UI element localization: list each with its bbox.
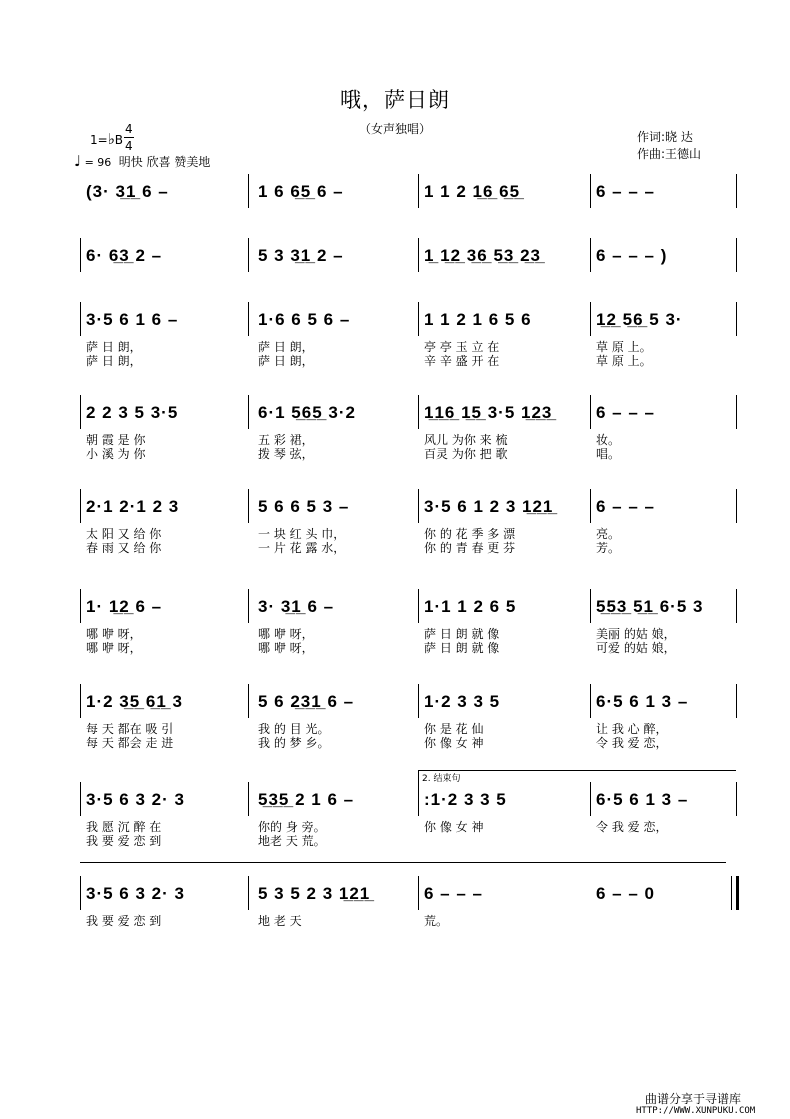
barline: [418, 302, 419, 336]
barline: [248, 489, 249, 523]
lyric-verse1: 萨 日 朗，: [258, 340, 314, 354]
barline: [418, 782, 419, 816]
barline: [590, 395, 591, 429]
barline: [590, 589, 591, 623]
lyric-verse1: 美丽 的姑 娘，: [596, 627, 676, 641]
barline: [418, 589, 419, 623]
barline: [418, 238, 419, 272]
volta-label: 2. 结束句: [422, 774, 461, 784]
lyric-verse2: 萨 日 朗 就 像: [424, 641, 500, 655]
measure-notes: 6 – – –: [596, 497, 655, 516]
measure-notes: 5 6 2̲3̲1̲ 6 –: [258, 692, 355, 711]
lyric-verse1: 太 阳 又 给 你: [86, 527, 162, 541]
tempo-expression: 明快 欣喜 赞美地: [118, 155, 211, 169]
lyric-verse2: 你 的 青 春 更 芬: [424, 541, 516, 555]
lyric-verse2: 萨 日 朗，: [258, 354, 314, 368]
barline: [736, 782, 737, 816]
lyric-verse1: 你 像 女 神: [424, 820, 484, 834]
barline: [736, 589, 737, 623]
composer-credit: 作曲:王德山: [637, 147, 702, 161]
measure-notes: 3·5 6 3 2· 3: [86, 790, 185, 809]
measure-notes: 2·1 2·1 2 3: [86, 497, 180, 516]
barline: [590, 489, 591, 523]
barline: [248, 876, 249, 910]
barline: [590, 782, 591, 816]
lyric-verse1: 萨 日 朗 就 像: [424, 627, 500, 641]
lyric-verse1: 你 是 花 仙: [424, 722, 484, 736]
page-title: 哦，萨日朗: [340, 88, 450, 112]
barline: [80, 782, 81, 816]
measure-notes: 1 1 2 1̲6̲ 6̲5̲: [424, 182, 521, 201]
lyric-verse2: 令 我 爱 恋，: [596, 736, 668, 750]
barline: [736, 684, 737, 718]
subtitle: （女声独唱）: [358, 122, 431, 136]
barline: [80, 302, 81, 336]
lyric-verse1: 风儿 为你 来 梳: [424, 433, 508, 447]
time-sig-bottom: 4: [125, 139, 133, 153]
barline: [590, 302, 591, 336]
lyric-verse1: 妆。: [596, 433, 621, 447]
time-sig-divider: [124, 137, 134, 138]
measure-notes: 1·6 6 5 6 –: [258, 310, 351, 329]
barline: [590, 238, 591, 272]
barline: [736, 174, 737, 208]
lyric-verse2: 一 片 花 露 水，: [258, 541, 346, 555]
lyric-verse2: 唱。: [596, 447, 621, 461]
measure-notes: 6· 6̲3̲ 2 –: [86, 246, 163, 265]
measure-notes: 6 – – 0: [596, 884, 655, 903]
lyric-verse1: 让 我 心 醉，: [596, 722, 668, 736]
measure-notes: 2 2 3 5 3·5: [86, 403, 179, 422]
lyric-verse1: 亭 亭 玉 立 在: [424, 340, 500, 354]
barline: [80, 876, 81, 910]
barline: [80, 238, 81, 272]
measure-notes: 6·1 5̲6̲5̲ 3·2: [258, 403, 356, 422]
measure-notes: 1̲1̲6̲ 1̲5̲ 3·5 1̲2̲3̲: [424, 403, 553, 422]
lyric-verse1: 哪 咿 呀，: [258, 627, 314, 641]
measure-notes: 5 3 3̲1̲ 2 –: [258, 246, 344, 265]
measure-notes: 1 1 2 1 6 5 6: [424, 310, 532, 329]
lyricist-credit: 作词:晓 达: [637, 130, 693, 144]
key-signature: [90, 130, 123, 148]
barline: [80, 684, 81, 718]
lyric-verse2: 可爱 的姑 娘，: [596, 641, 676, 655]
barline: [248, 238, 249, 272]
lyric-verse1: 你 的 花 季 多 漂: [424, 527, 516, 541]
barline: [418, 395, 419, 429]
lyric-verse2: 你 像 女 神: [424, 736, 484, 750]
lyric-verse2: 辛 辛 盛 开 在: [424, 354, 500, 368]
measure-notes: 3·5 6 3 2· 3: [86, 884, 185, 903]
lyric-verse1: 每 天 都在 吸 引: [86, 722, 174, 736]
measure-notes: 1̲2̲ 5̲6̲ 5 3·: [596, 310, 683, 329]
barline: [248, 174, 249, 208]
barline: [80, 589, 81, 623]
lyric-verse2: 萨 日 朗，: [86, 354, 142, 368]
key-note: B: [114, 133, 124, 147]
lyric-verse2: 小 溪 为 你: [86, 447, 146, 461]
lyric-verse2: 百灵 为你 把 歌: [424, 447, 508, 461]
measure-notes: (3· 3̲1̲ 6 –: [86, 182, 169, 201]
lyric-verse2: 每 天 都会 走 进: [86, 736, 174, 750]
barline: [736, 876, 739, 910]
lyric-verse1: 草 原 上。: [596, 340, 652, 354]
barline: [736, 489, 737, 523]
lyric-verse1: 朝 霞 是 你: [86, 433, 146, 447]
measure-notes: 6 – – –: [596, 403, 655, 422]
barline: [418, 876, 419, 910]
measure-notes: 1̲ 1̲2̲ 3̲6̲ 5̲3̲ 2̲3̲: [424, 246, 541, 265]
lyric-verse2: 哪 咿 呀，: [258, 641, 314, 655]
measure-notes: 1 6 6̲5̲ 6 –: [258, 182, 344, 201]
barline: [590, 684, 591, 718]
barline: [80, 395, 81, 429]
barline: [590, 174, 591, 208]
barline: [248, 302, 249, 336]
lyric-verse1: 哪 咿 呀，: [86, 627, 142, 641]
lyric-verse1: 令 我 爱 恋，: [596, 820, 668, 834]
tempo-marking: [74, 152, 210, 170]
lyric-verse1: 我 的 目 光。: [258, 722, 330, 736]
lyric-verse1: 我 愿 沉 醉 在: [86, 820, 162, 834]
barline: [248, 782, 249, 816]
lyric-verse2: 芳。: [596, 541, 621, 555]
barline: [418, 684, 419, 718]
final-barline-thin: [731, 876, 732, 910]
tempo-equals: =: [84, 156, 94, 169]
measure-notes: 6·5 6 1 3 –: [596, 692, 689, 711]
footer-url: HTTP://WWW.XUNPUKU.COM: [636, 1106, 756, 1116]
barline: [736, 395, 737, 429]
lyric-verse1: 你的 身 旁。: [258, 820, 326, 834]
barline: [418, 489, 419, 523]
coda-bracket: [80, 862, 726, 863]
barline: [80, 489, 81, 523]
measure-notes: 1· 1̲2̲ 6 –: [86, 597, 163, 616]
lyric-verse1: 五 彩 裙，: [258, 433, 314, 447]
quarter-note-icon: ♩: [74, 152, 82, 170]
measure-notes: :1·2 3 3 5: [424, 790, 507, 809]
time-sig-top: 4: [125, 122, 133, 136]
barline: [736, 302, 737, 336]
lyric-verse1: 我 要 爱 恋 到: [86, 914, 162, 928]
measure-notes: 3·5 6 1 6 –: [86, 310, 179, 329]
measure-notes: 6 – – – ): [596, 246, 668, 265]
measure-notes: 1·2 3̲5̲ 6̲1̲ 3: [86, 692, 184, 711]
lyric-verse2: 拨 琴 弦，: [258, 447, 314, 461]
lyric-verse1: 萨 日 朗，: [86, 340, 142, 354]
lyric-verse1: 地 老 天: [258, 914, 302, 928]
measure-notes: 1·2 3 3 5: [424, 692, 501, 711]
lyric-verse2: 地老 天 荒。: [258, 834, 326, 848]
lyric-verse2: 我 的 梦 乡。: [258, 736, 330, 750]
lyric-verse2: 我 要 爱 恋 到: [86, 834, 162, 848]
lyric-verse2: 草 原 上。: [596, 354, 652, 368]
barline: [736, 238, 737, 272]
flat-icon: ♭: [107, 130, 115, 148]
key-prefix: 1=: [90, 133, 108, 147]
measure-notes: 6 – – –: [596, 182, 655, 201]
measure-notes: 3·5 6 1 2 3 1̲2̲1̲: [424, 497, 554, 516]
lyric-verse1: 荒。: [424, 914, 449, 928]
volta-bracket: [418, 770, 736, 771]
measure-notes: 6·5 6 1 3 –: [596, 790, 689, 809]
lyric-verse2: 春 雨 又 给 你: [86, 541, 162, 555]
tempo-value: 96: [97, 156, 112, 169]
barline: [248, 589, 249, 623]
measure-notes: 5̲3̲5̲ 2 1 6 –: [258, 790, 355, 809]
footer-site-name: 曲谱分享于寻谱库: [645, 1092, 742, 1106]
measure-notes: 5 3 5 2 3 1̲2̲1̲: [258, 884, 371, 903]
lyric-verse1: 一 块 红 头 巾，: [258, 527, 346, 541]
lyric-verse1: 亮。: [596, 527, 621, 541]
lyric-verse2: 哪 咿 呀，: [86, 641, 142, 655]
barline: [248, 395, 249, 429]
barline: [248, 684, 249, 718]
measure-notes: 6 – – –: [424, 884, 483, 903]
measure-notes: 5 6 6 5 3 –: [258, 497, 350, 516]
measure-notes: 3· 3̲1̲ 6 –: [258, 597, 335, 616]
measure-notes: 1·1 1 2 6 5: [424, 597, 517, 616]
barline: [418, 174, 419, 208]
measure-notes: 5̲5̲3̲ 5̲1̲ 6·5 3: [596, 597, 704, 616]
